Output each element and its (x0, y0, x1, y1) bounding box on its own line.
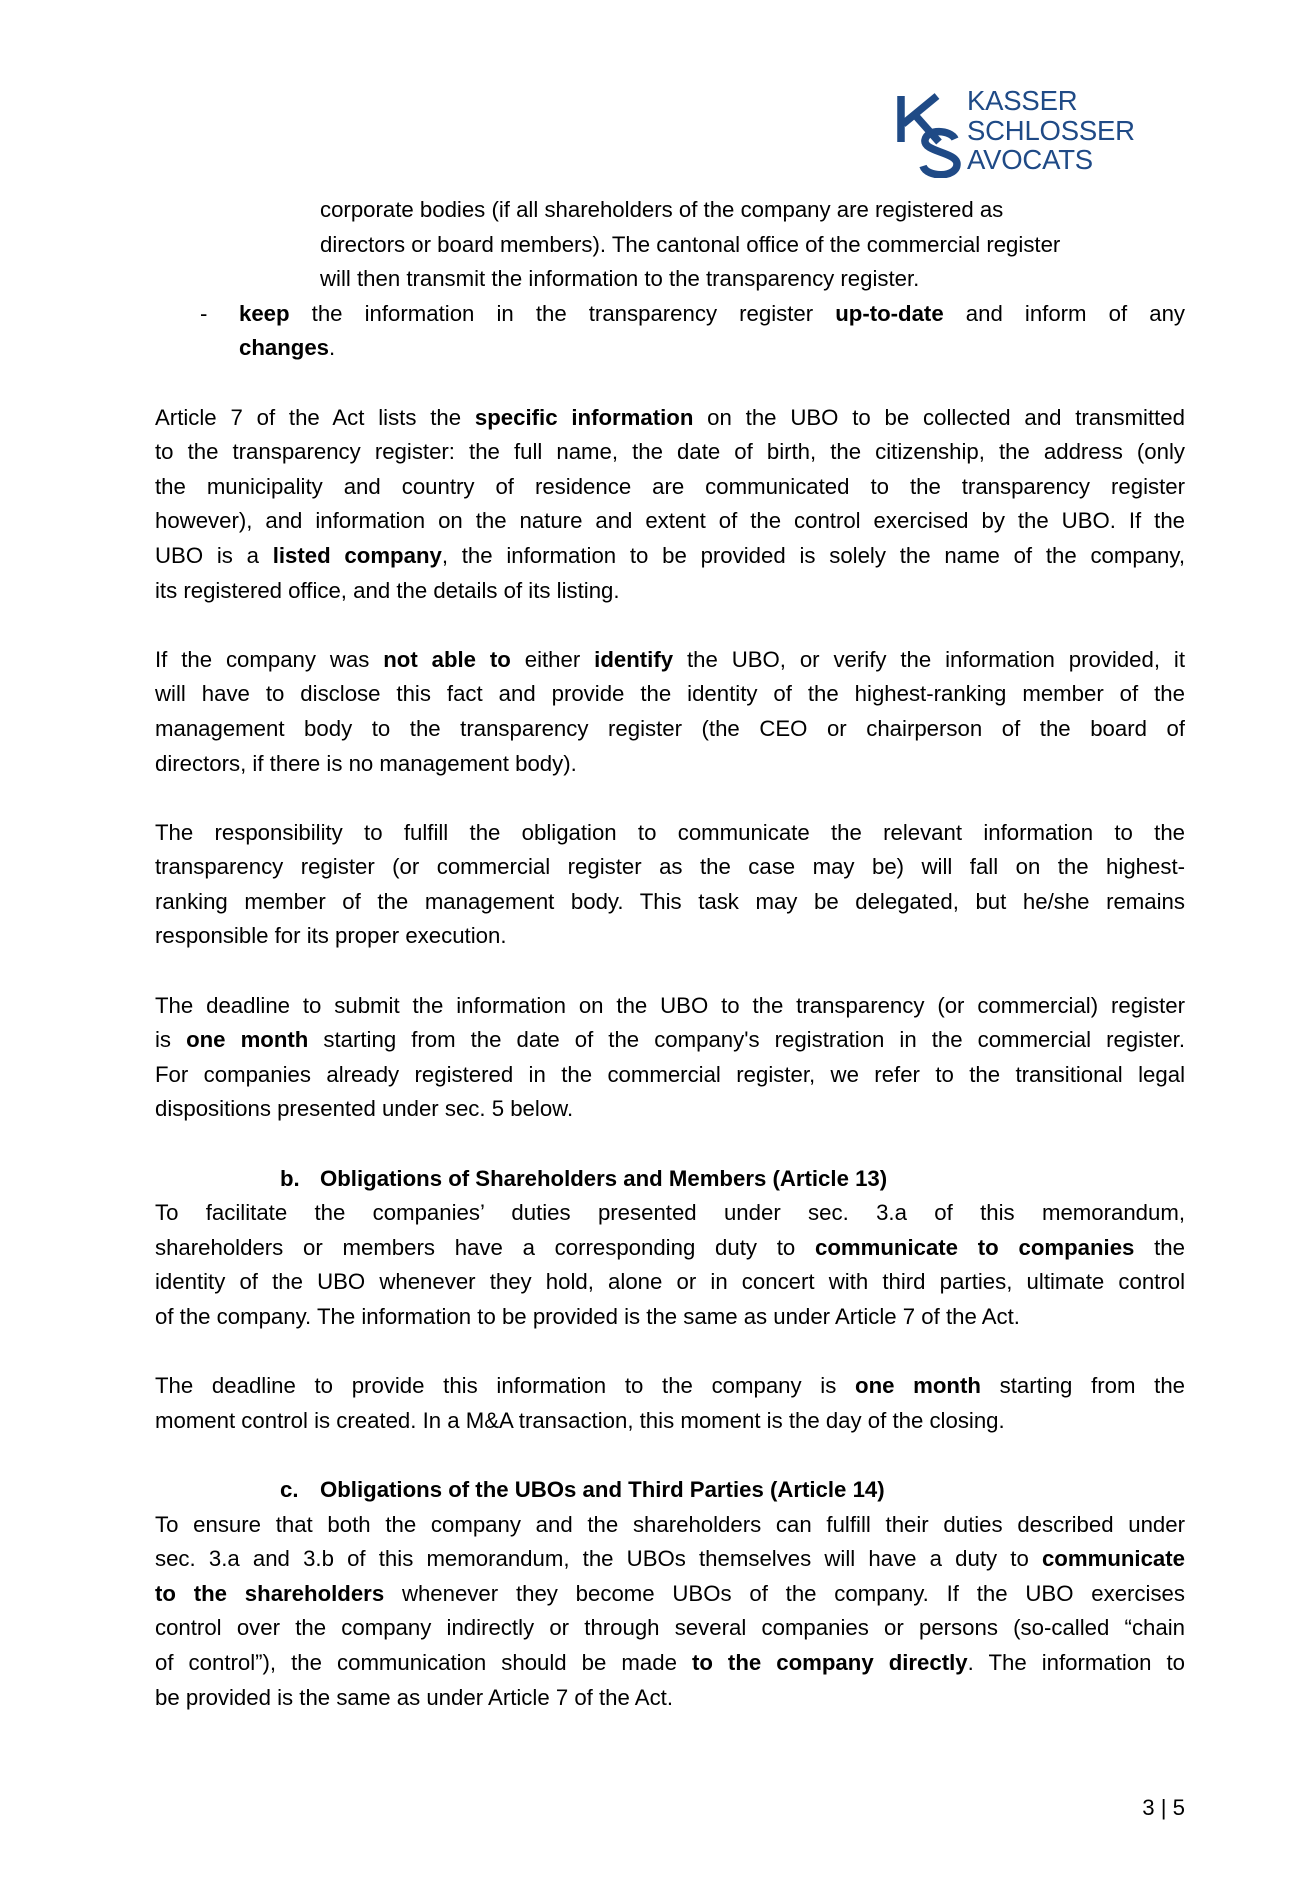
text: will have to disclose this fact and provide the identity of the highest-ranking member of the (155, 681, 1185, 707)
paragraph-line (155, 1577, 1185, 1612)
text: starting from the date of the company's registration in the commercial register. (308, 1027, 1185, 1053)
text: the information in the transparency register (289, 300, 836, 326)
bold-text: specific information (474, 404, 694, 430)
text: of control”), the communication should be made (155, 1649, 692, 1675)
blank-line (155, 366, 1185, 401)
paragraph-line (155, 1023, 1185, 1058)
text: . The information to (967, 1649, 1185, 1675)
bold-text: to the company directly (691, 1649, 968, 1675)
text: UBO is a (155, 542, 273, 568)
text: responsible for its proper execution. (155, 923, 507, 949)
section-letter: b. (280, 1165, 300, 1191)
text: management body to the transparency register (the CEO or chairperson of the board of (155, 715, 1185, 741)
list-item-line (155, 297, 1185, 332)
section-heading (155, 1473, 1185, 1508)
text: transparency register (or commercial register as the case may be) will fall on the highest- (155, 854, 1185, 880)
text: The deadline to provide this information to the company is (155, 1373, 856, 1399)
paragraph-line (155, 816, 1185, 851)
text: The deadline to submit the information on the UBO to the transparency (or commercial) register (155, 992, 1185, 1018)
section-letter: c. (280, 1476, 299, 1502)
text: Article 7 of the Act lists the (155, 404, 475, 430)
text: directors or board members). The cantonal office of the commercial register (320, 231, 1061, 257)
paragraph-line (155, 850, 1185, 885)
text: The responsibility to fulfill the obligation to communicate the relevant information to the (155, 819, 1185, 845)
text: will then transmit the information to the transparency register. (320, 266, 920, 292)
blank-line (155, 954, 1185, 989)
list-continuation-line (155, 193, 1185, 228)
paragraph-line (155, 885, 1185, 920)
document-body (155, 193, 1185, 1715)
blank-line (155, 608, 1185, 643)
text: shareholders or members have a corresponding duty to (155, 1234, 815, 1260)
text: and inform of any (943, 300, 1185, 326)
text: directors, if there is no management body). (155, 750, 577, 776)
bullet-dash-icon: - (200, 300, 208, 326)
text: whenever they become UBOs of the company. If the UBO exercises (384, 1580, 1185, 1606)
paragraph-line (155, 1369, 1185, 1404)
paragraph-line (155, 1231, 1185, 1266)
bold-text: communicate to companies (815, 1234, 1135, 1260)
text: control over the company indirectly or through several companies or persons (so-called “chain (155, 1615, 1185, 1641)
text: sec. 3.a and 3.b of this memorandum, the UBOs themselves will have a duty to (155, 1546, 1042, 1572)
firm-logo (893, 86, 1153, 178)
paragraph-line (155, 539, 1185, 574)
ks-monogram-icon (893, 92, 963, 178)
list-continuation-line (155, 331, 1185, 366)
text: be provided is the same as under Article 7 of the Act. (155, 1684, 674, 1710)
paragraph-line (155, 574, 1185, 609)
firm-name (967, 86, 1135, 175)
text: its registered office, and the details of its listing. (155, 577, 620, 603)
paragraph-line (155, 1646, 1185, 1681)
bold-text: one month (186, 1027, 309, 1053)
list-continuation-line (155, 228, 1185, 263)
page-number: 3 | 5 (1142, 1795, 1185, 1820)
paragraph-line (155, 919, 1185, 954)
blank-line (155, 1127, 1185, 1162)
paragraph-line (155, 435, 1185, 470)
text: dispositions presented under sec. 5 below. (155, 1096, 574, 1122)
text: is (155, 1027, 187, 1053)
paragraph-line (155, 1611, 1185, 1646)
text: To ensure that both the company and the shareholders can fulfill their duties described under (155, 1511, 1185, 1537)
bold-text: one month (855, 1373, 981, 1399)
paragraph-line (155, 1092, 1185, 1127)
text: If the company was (155, 646, 384, 672)
text: starting from the (980, 1373, 1185, 1399)
paragraph-line (155, 504, 1185, 539)
blank-line (155, 1335, 1185, 1370)
firm-name-line-2: SCHLOSSER (967, 114, 1135, 146)
paragraph-line (155, 643, 1185, 678)
paragraph-line (155, 747, 1185, 782)
paragraph-line (155, 1058, 1185, 1093)
bold-text: up-to-date (835, 300, 944, 326)
text: ranking member of the management body. This task may be delegated, but he/she remains (155, 888, 1185, 914)
paragraph-line (155, 989, 1185, 1024)
text: , the information to be provided is solely the name of the company, (441, 542, 1185, 568)
section-heading (155, 1162, 1185, 1197)
text: the municipality and country of residence are communicated to the transparency register (155, 473, 1185, 499)
paragraph-line (155, 1404, 1185, 1439)
bold-text: keep (239, 300, 290, 326)
bold-text: not able to (383, 646, 511, 672)
paragraph-line (155, 1265, 1185, 1300)
paragraph-line (155, 470, 1185, 505)
text: the (1134, 1234, 1185, 1260)
blank-line (155, 1438, 1185, 1473)
bold-text: to the shareholders (155, 1580, 385, 1606)
text: of the company. The information to be provided is the same as under Article 7 of the Act. (155, 1304, 1020, 1329)
paragraph-line (155, 401, 1185, 436)
paragraph-line (155, 1542, 1185, 1577)
paragraph-line (155, 1196, 1185, 1231)
list-continuation-line (155, 262, 1185, 297)
bold-text: identify (594, 646, 674, 672)
text: the UBO, or verify the information provided, it (673, 646, 1185, 672)
text: . (329, 335, 336, 361)
text: identity of the UBO whenever they hold, alone or in concert with third parties, ultimate control (155, 1269, 1185, 1295)
text: For companies already registered in the commercial register, we refer to the transitional legal (155, 1061, 1185, 1087)
text: however), and information on the nature and extent of the control exercised by the UBO. If the (155, 508, 1185, 534)
paragraph-line (155, 1300, 1185, 1335)
paragraph-line (155, 677, 1185, 712)
blank-line (155, 781, 1185, 816)
text: corporate bodies (if all shareholders of the company are registered as (320, 197, 1004, 222)
bold-text: listed company (272, 542, 442, 568)
text: to the transparency register: the full name, the date of birth, the citizenship, the address (only (155, 439, 1185, 465)
text: To facilitate the companies’ duties presented under sec. 3.a of this memorandum, (155, 1200, 1185, 1226)
bold-text: changes (239, 335, 330, 361)
text: on the UBO to be collected and transmitted (693, 404, 1185, 430)
paragraph-line (155, 712, 1185, 747)
paragraph-line (155, 1681, 1185, 1716)
firm-name-line-1: KASSER (967, 85, 1078, 116)
bold-text: communicate (1041, 1546, 1185, 1572)
section-title: Obligations of Shareholders and Members (Article 13) (320, 1165, 888, 1191)
paragraph-line (155, 1508, 1185, 1543)
section-title: Obligations of the UBOs and Third Parties (Article 14) (320, 1476, 885, 1502)
text: either (510, 646, 595, 672)
text: moment control is created. In a M&A transaction, this moment is the day of the closing. (155, 1407, 1005, 1433)
firm-name-line-3: AVOCATS (967, 144, 1093, 176)
